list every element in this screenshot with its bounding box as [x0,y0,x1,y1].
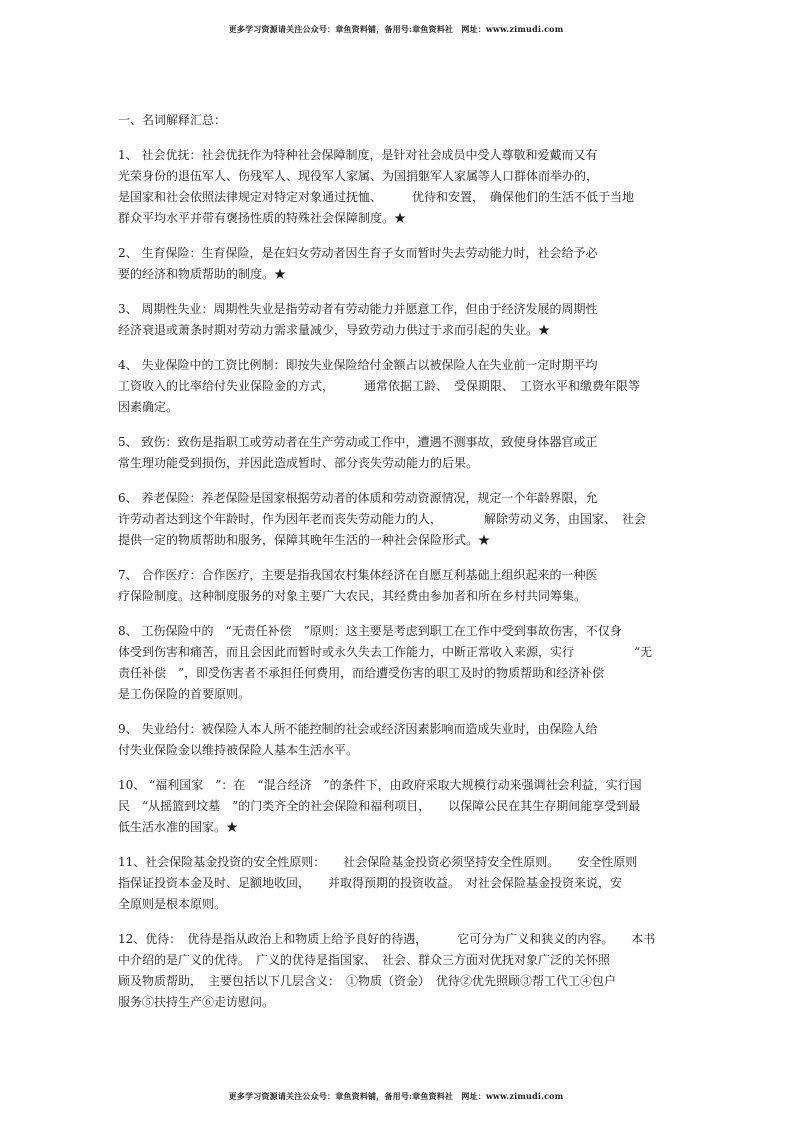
entry-line: 12、优待： 优待是指从政治上和物质上给予良好的待遇， 它可分为广义和狭义的内容。 本书 [118,932,656,946]
entry-line: 是国家和社会依照法律规定对特定对象通过抚恤、 优待和安置， 确保他们的生活不低于当地 [118,190,635,204]
page-header: 更多学习资源请关注公众号：章鱼资料铺，备用号:章鱼资料社 网址：www.zimudi.com [228,24,564,34]
entry-line: 因素确定。 [118,400,179,414]
term-entry-3 [118,299,678,341]
entry-line: 中介绍的是广义的优待。 广义的优待是指国家、 社会、群众三方面对优抚对象广泛的关怀照 [118,953,611,967]
entry-line: 服务⑤扶持生产⑥走访慰问。 [118,995,275,1009]
entry-line: 低生活水准的国家。★ [118,820,239,834]
entry-line: 群众平均水平并带有褒扬性质的特殊社会保障制度。★ [118,211,407,225]
entry-line: 顾及物质帮助， 主要包括以下几层含义： ①物质（资金） 优待②优先照顾③帮工代工④包户 [118,974,617,988]
term-entry-9 [118,719,678,761]
entry-line: 许劳动者达到这个年龄时，作为因年老而丧失劳动能力的人， 解除劳动义务，由国家、 社会 [118,512,647,526]
term-entry-12 [118,929,678,1013]
entry-line: 8、 工伤保险中的 “无责任补偿 ”原则：这主要是考虑到职工在工作中受到事故伤害，不仅身 [118,624,622,638]
entry-line: 3、 周期性失业：周期性失业是指劳动者有劳动能力并愿意工作，但由于经济发展的周期性 [118,302,598,316]
page-footer: 更多学习资源请关注公众号：章鱼资料铺，备用号:章鱼资料社 网址：www.zimudi.com [228,1091,564,1101]
entry-line: 提供一定的物质帮助和服务，保障其晚年生活的一种社会保险形式。★ [118,533,491,547]
document-body [118,110,678,1027]
term-entry-4 [118,355,678,418]
entry-line: 付失业保险金以维持被保险人基本生活水平。 [118,743,359,757]
entry-line: 全原则是根本原则。 [118,897,227,911]
entry-line: 工资收入的比率给付失业保险金的方式， 通常依据工龄、 受保期限、 工资水平和缴费年限等 [118,379,641,393]
entry-line: 体受到伤害和痛苦，而且会因此而暂时或永久失去工作能力，中断正常收入来源，实行 “无 [118,645,653,659]
entry-line: 指保证投资本金及时、足额地收回， 并取得预期的投资收益。 对社会保险基金投资来说，安 [118,876,623,890]
term-entry-8 [118,621,678,705]
entry-line: 经济衰退或萧条时期对劳动力需求量减少，导致劳动力供过于求而引起的失业。★ [118,323,551,337]
term-entry-11 [118,852,678,915]
entry-line: 是工伤保险的首要原则。 [118,687,251,701]
entry-line: 2、 生育保险：生育保险，是在妇女劳动者因生育子女而暂时失去劳动能力时，社会给予必 [118,246,598,260]
entry-line: 5、 致伤：致伤是指职工或劳动者在生产劳动或工作中，遭遇不测事故，致使身体器官或正 [118,435,598,449]
entry-line: 7、 合作医疗：合作医疗，主要是指我国农村集体经济在自愿互利基础上组织起来的一种医 [118,568,598,582]
entry-line: 6、 养老保险：养老保险是国家根据劳动者的体质和劳动资源情况，规定一个年龄界限，允 [118,491,598,505]
entry-line: 民 “从摇篮到坟墓 ”的门类齐全的社会保险和福利项目， 以保障公民在其生存期间能享受到最 [118,799,641,813]
entry-line: 责任补偿 ”，即受伤害者不承担任何费用，而给遭受伤害的职工及时的物质帮助和经济补偿 [118,666,605,680]
term-entry-1 [118,145,678,229]
entry-line: 10、 “福利国家 ”：在 “混合经济 ”的条件下，由政府采取大规模行动来强调社会利益，实行国 [118,778,642,792]
entry-line: 光荣身份的退伍军人、伤残军人、现役军人家属、为国捐躯军人家属等人口群体而举办的， [118,169,599,183]
term-entry-7 [118,565,678,607]
term-entry-5 [118,432,678,474]
entry-line: 常生理功能受到损伤，并因此造成暂时、部分丧失劳动能力的后果。 [118,456,479,470]
entry-line: 11、社会保险基金投资的安全性原则： 社会保险基金投资必须坚持安全性原则。 安全性原则 [118,855,638,869]
entry-line: 1、 社会优抚：社会优抚作为特种社会保障制度，是针对社会成员中受人尊敬和爱戴而又有 [118,148,598,162]
entry-line: 要的经济和物质帮助的制度。★ [118,267,287,281]
term-entry-2 [118,243,678,285]
term-entry-6 [118,488,678,551]
term-entry-10 [118,775,678,838]
entry-line: 疗保险制度。这种制度服务的对象主要广大农民，其经费由参加者和所在乡村共同筹集。 [118,589,587,603]
entry-line: 4、 失业保险中的工资比例制：即按失业保险给付金额占以被保险人在失业前一定时期平均 [118,358,598,372]
entry-line: 9、 失业给付：被保险人本人所不能控制的社会或经济因素影响而造成失业时，由保险人给 [118,722,598,736]
section-title: 一、名词解释汇总： [118,113,227,127]
